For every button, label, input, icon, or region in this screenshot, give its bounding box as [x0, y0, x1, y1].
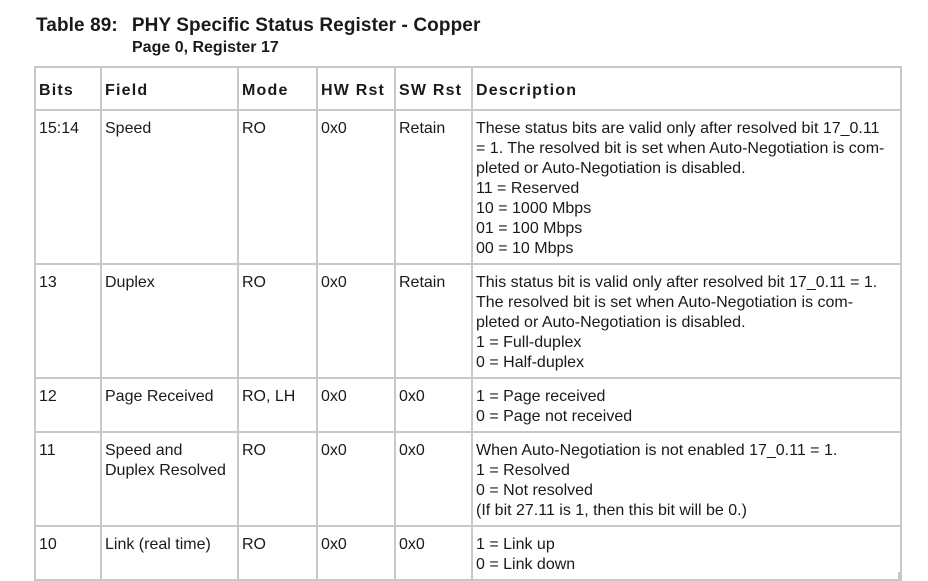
cell-hw-rst: 0x0: [317, 526, 395, 580]
description-line: pleted or Auto-Negotiation is disabled.: [476, 160, 746, 177]
column-header-field: Field: [101, 67, 238, 110]
description-line: This status bit is valid only after resolved bit 17_0.11 = 1.: [476, 274, 878, 291]
table-subtitle: Page 0, Register 17: [132, 39, 279, 56]
cell-mode: RO: [238, 110, 317, 264]
cell-sw-rst: Retain: [395, 110, 472, 264]
table-caption: [36, 15, 480, 57]
table-number: Table 89:: [36, 15, 118, 36]
description-line: 0 = Half-duplex: [476, 354, 585, 371]
cell-hw-rst: 0x0: [317, 378, 395, 432]
description-line: 01 = 100 Mbps: [476, 220, 583, 237]
description-line: 0 = Link down: [476, 556, 576, 573]
cell-bits: 12: [35, 378, 101, 432]
description-line: When Auto-Negotiation is not enabled 17_0.11 = 1.: [476, 442, 838, 459]
description-line: 1 = Resolved: [476, 462, 570, 479]
table-row: [35, 432, 901, 526]
cell-hw-rst: 0x0: [317, 432, 395, 526]
description-line: 0 = Not resolved: [476, 482, 593, 499]
cell-description: [472, 264, 901, 378]
cell-sw-rst: 0x0: [395, 526, 472, 580]
table-title: [36, 15, 480, 37]
description-line: 10 = 1000 Mbps: [476, 200, 592, 217]
description-line: 1 = Link up: [476, 536, 555, 553]
description-line: = 1. The resolved bit is set when Auto-Negotiation is com-: [476, 140, 885, 157]
table-continuation: [34, 572, 900, 580]
cell-field: Duplex: [101, 264, 238, 378]
cell-field: Link (real time): [101, 526, 238, 580]
cell-sw-rst: Retain: [395, 264, 472, 378]
description-line: pleted or Auto-Negotiation is disabled.: [476, 314, 746, 331]
cell-mode: RO: [238, 526, 317, 580]
cell-description: [472, 378, 901, 432]
table-row: [35, 264, 901, 378]
description-line: 1 = Page received: [476, 388, 606, 405]
column-header-bits: Bits: [35, 67, 101, 110]
cell-hw-rst: 0x0: [317, 264, 395, 378]
header-row: [35, 67, 901, 110]
description-line: These status bits are valid only after resolved bit 17_0.11: [476, 120, 880, 137]
table-title-text: PHY Specific Status Register - Copper: [131, 15, 481, 36]
description-line: 0 = Page not received: [476, 408, 633, 425]
cell-mode: RO: [238, 432, 317, 526]
column-header-description: Description: [472, 67, 901, 110]
cell-mode: RO, LH: [238, 378, 317, 432]
cell-description: [472, 110, 901, 264]
table-body: [35, 110, 901, 580]
description-line: (If bit 27.11 is 1, then this bit will be 0.): [476, 502, 747, 519]
description-line: 11 = Reserved: [476, 180, 580, 197]
cell-sw-rst: 0x0: [395, 378, 472, 432]
description-line: The resolved bit is set when Auto-Negotiation is com-: [476, 294, 854, 311]
cell-description: [472, 432, 901, 526]
description-line: 1 = Full-duplex: [476, 334, 582, 351]
cell-bits: 10: [35, 526, 101, 580]
register-table: [34, 66, 902, 581]
column-header-mode: Mode: [238, 67, 317, 110]
cell-hw-rst: 0x0: [317, 110, 395, 264]
cell-field: Speed and Duplex Resolved: [101, 432, 238, 526]
column-header-hw-rst: HW Rst: [317, 67, 395, 110]
table-row: [35, 110, 901, 264]
cell-bits: 15:14: [35, 110, 101, 264]
table-row: [35, 378, 901, 432]
cell-sw-rst: 0x0: [395, 432, 472, 526]
description-line: 00 = 10 Mbps: [476, 240, 574, 257]
cell-field: Speed: [101, 110, 238, 264]
cell-bits: 11: [35, 432, 101, 526]
cell-mode: RO: [238, 264, 317, 378]
cell-bits: 13: [35, 264, 101, 378]
cell-field: Page Received: [101, 378, 238, 432]
column-header-sw-rst: SW Rst: [395, 67, 472, 110]
